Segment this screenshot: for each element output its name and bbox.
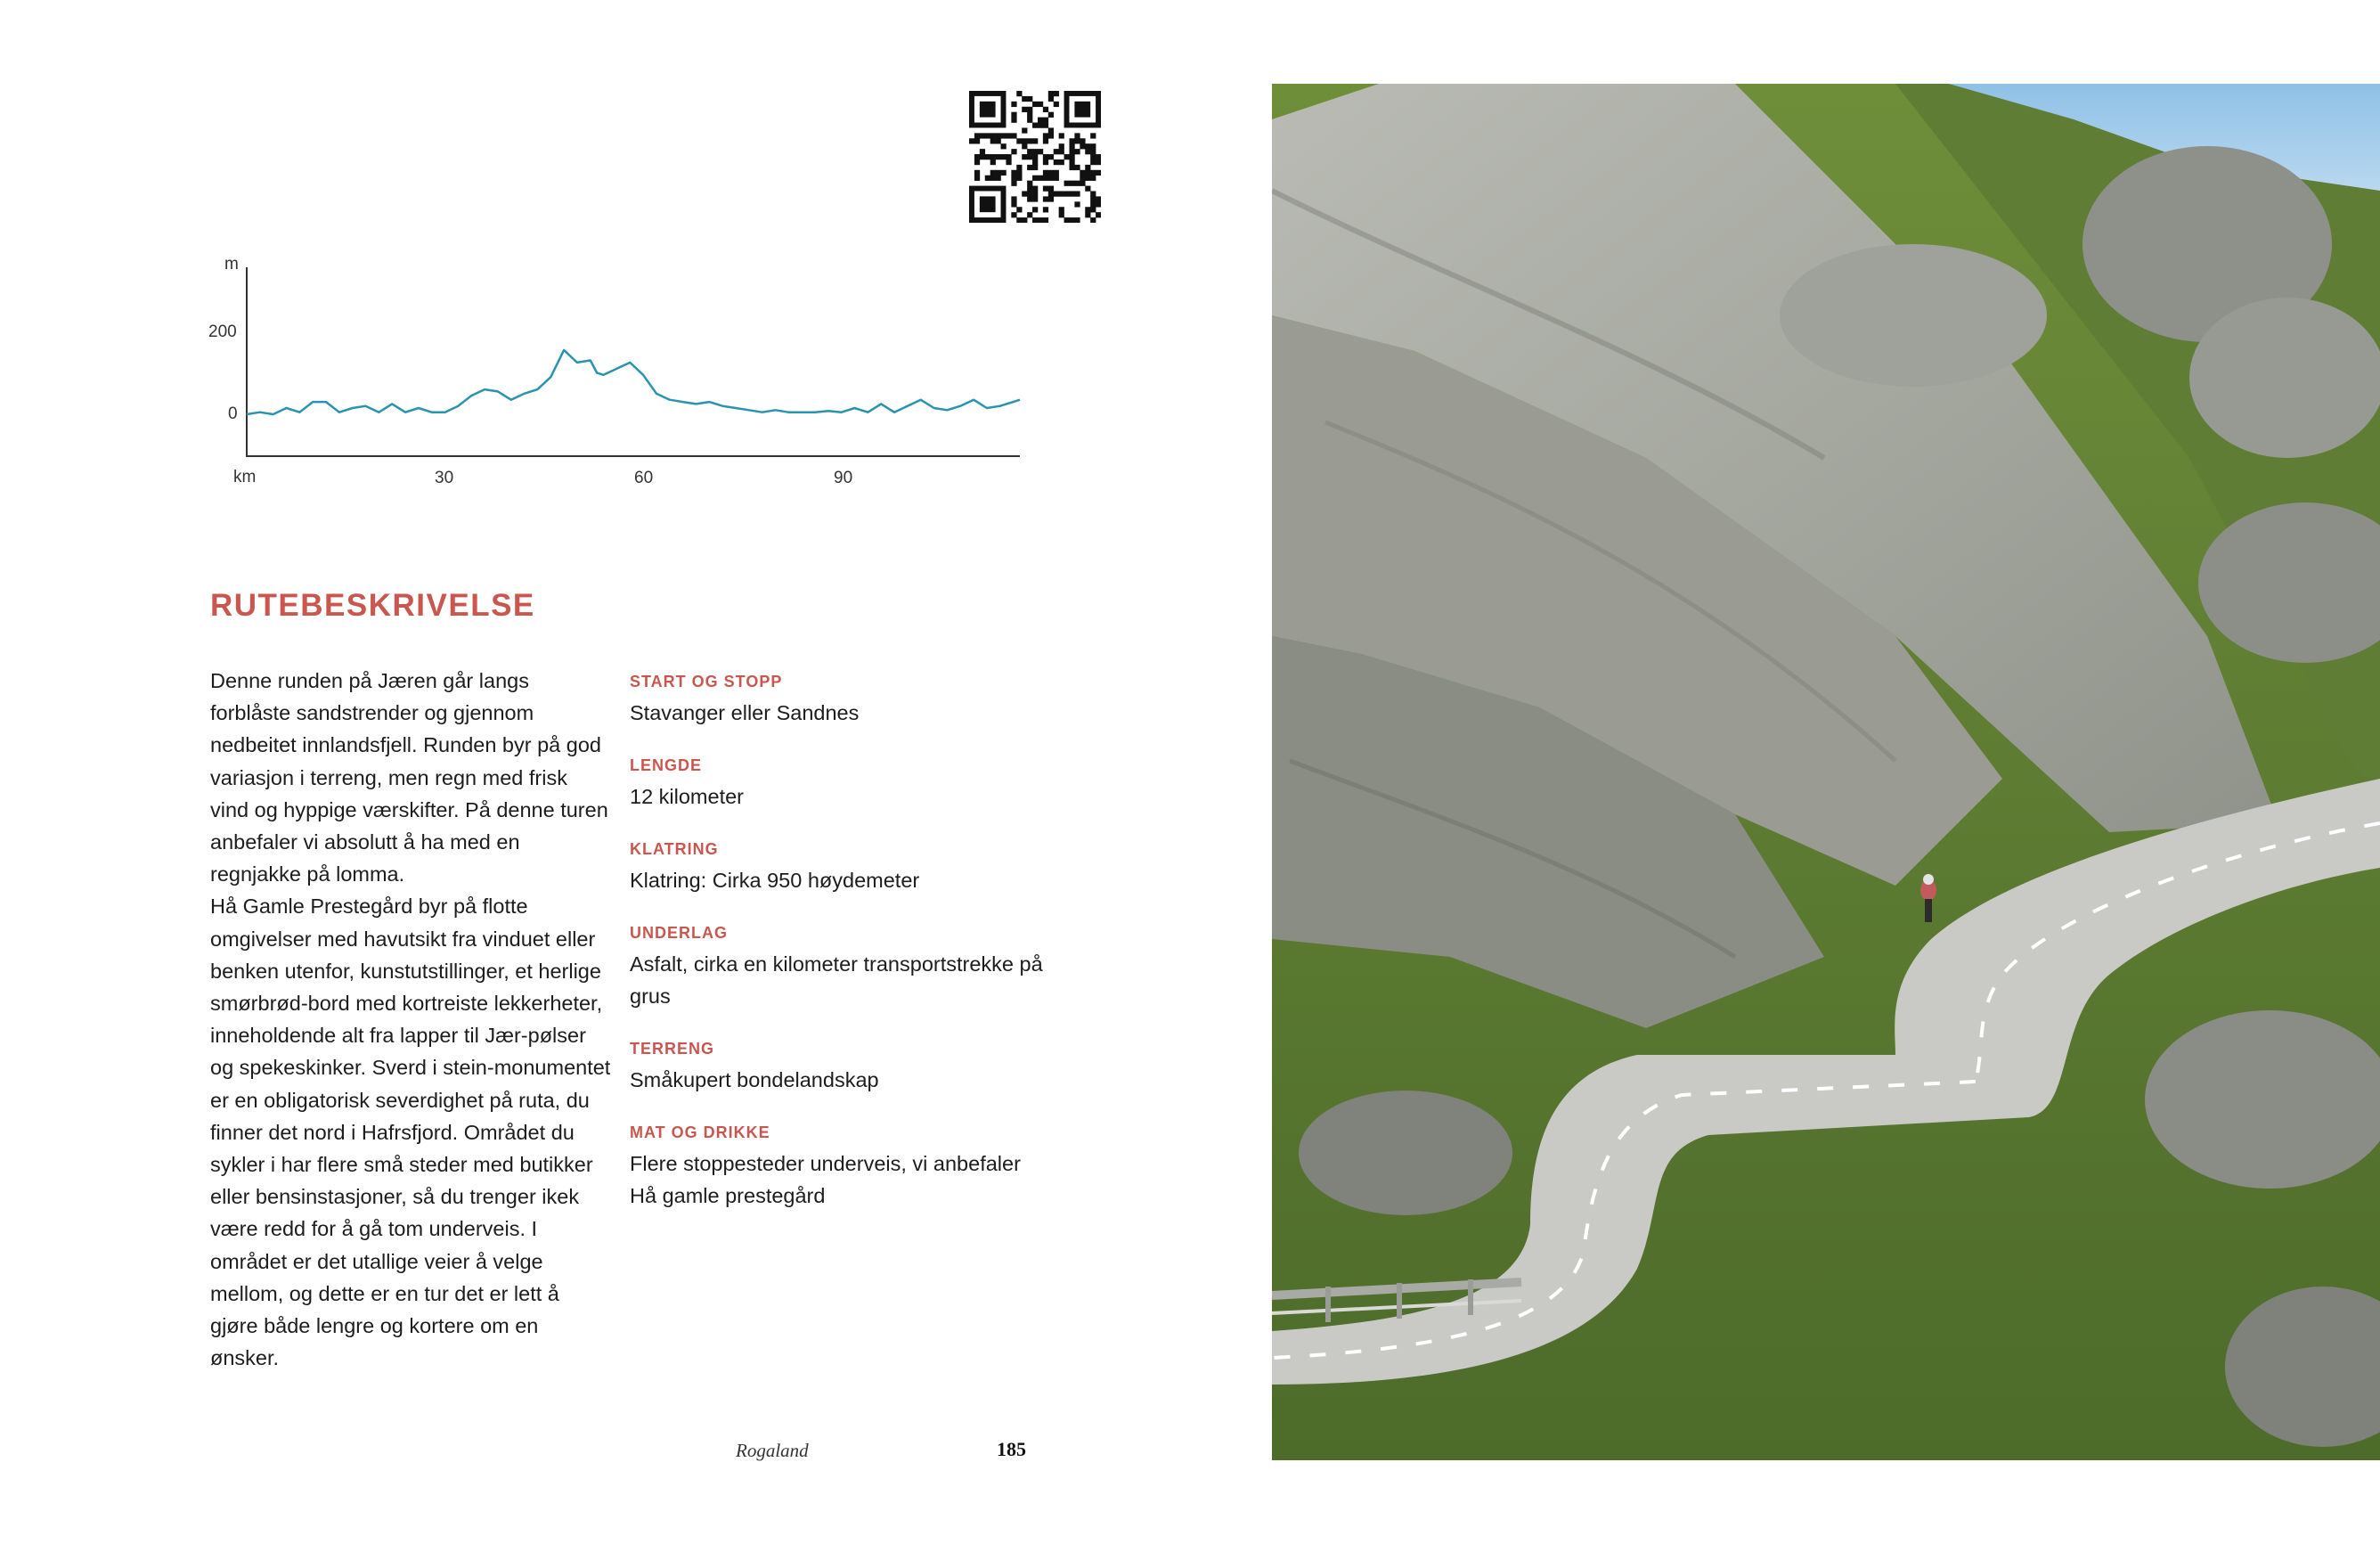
fact-label: LENGDE bbox=[630, 756, 703, 774]
page-number: 185 bbox=[997, 1438, 1026, 1460]
x-tick-label: 30 bbox=[435, 469, 454, 487]
x-tick-label: 90 bbox=[834, 469, 853, 487]
route-description bbox=[210, 665, 611, 1374]
y-axis-label: m bbox=[224, 255, 239, 274]
fact-food-drink bbox=[630, 1123, 1048, 1212]
footer-region: Rogaland bbox=[736, 1440, 809, 1461]
fact-length bbox=[630, 756, 1048, 813]
fact-value: Stavanger eller Sandnes bbox=[630, 701, 860, 724]
fact-terrain bbox=[630, 1039, 1048, 1096]
fact-label: MAT OG DRIKKE bbox=[630, 1123, 770, 1141]
fact-label: START OG STOPP bbox=[630, 673, 783, 690]
fact-label: UNDERLAG bbox=[630, 924, 728, 942]
fact-label: TERRENG bbox=[630, 1040, 715, 1058]
elevation-series-line bbox=[247, 350, 1020, 414]
x-tick-label: 60 bbox=[634, 469, 654, 487]
fact-value: Asfalt, cirka en kilometer transportstrekke på grus bbox=[630, 952, 1043, 1008]
fact-value: Flere stoppesteder underveis, vi anbefaler Hå gamle prestegård bbox=[630, 1152, 1021, 1207]
fact-value: Klatring: Cirka 950 høydemeter bbox=[630, 869, 920, 892]
fact-surface bbox=[630, 923, 1048, 1012]
y-tick-label: 0 bbox=[228, 404, 238, 423]
fact-climbing bbox=[630, 839, 1048, 896]
fact-label: KLATRING bbox=[630, 840, 719, 858]
mountain-road-photo bbox=[1272, 84, 2380, 1460]
fact-value: 12 kilometer bbox=[630, 785, 744, 808]
fact-start-stop bbox=[630, 672, 1048, 729]
qr-code-icon[interactable] bbox=[969, 91, 1101, 223]
route-facts bbox=[630, 672, 1048, 1238]
x-axis-label: km bbox=[233, 468, 257, 486]
section-heading: RUTEBESKRIVELSE bbox=[210, 588, 535, 623]
fact-value: Småkupert bondelandskap bbox=[630, 1068, 879, 1091]
elevation-chart bbox=[205, 249, 1033, 499]
y-tick-label: 200 bbox=[208, 323, 237, 341]
body-paragraph: Denne runden på Jæren går langs forblåste sandstrender og gjennom nedbeitet innlandsfjell. Runden byr på god variasjon i terreng, men regn med frisk vind og hyppige værskifter. På denne turen anbefaler vi absolutt å ha med en regnjakke på lomma. bbox=[210, 669, 608, 886]
body-paragraph: Hå Gamle Prestegård byr på flotte omgivelser med havutsikt fra vinduet eller benken utenfor, kunstutstillinger, et herlige smørbrød-bord med kortreiste lekkerheter, inneholdende alt fra lapper til Jær-pølser og spekeskinker. Sverd i stein-monumentet er en obligatorisk severdighet på ruta, du finner det nord i Hafrsfjord. Området du sykler i har flere små steder med butikker eller bensinstasjoner, så du trenger ikek være redd for å gå tom underveis. I området er det utallige veier å velge mellom, og dette er en tur det er lett å gjøre både lengre og kortere om en ønsker. bbox=[210, 895, 611, 1370]
